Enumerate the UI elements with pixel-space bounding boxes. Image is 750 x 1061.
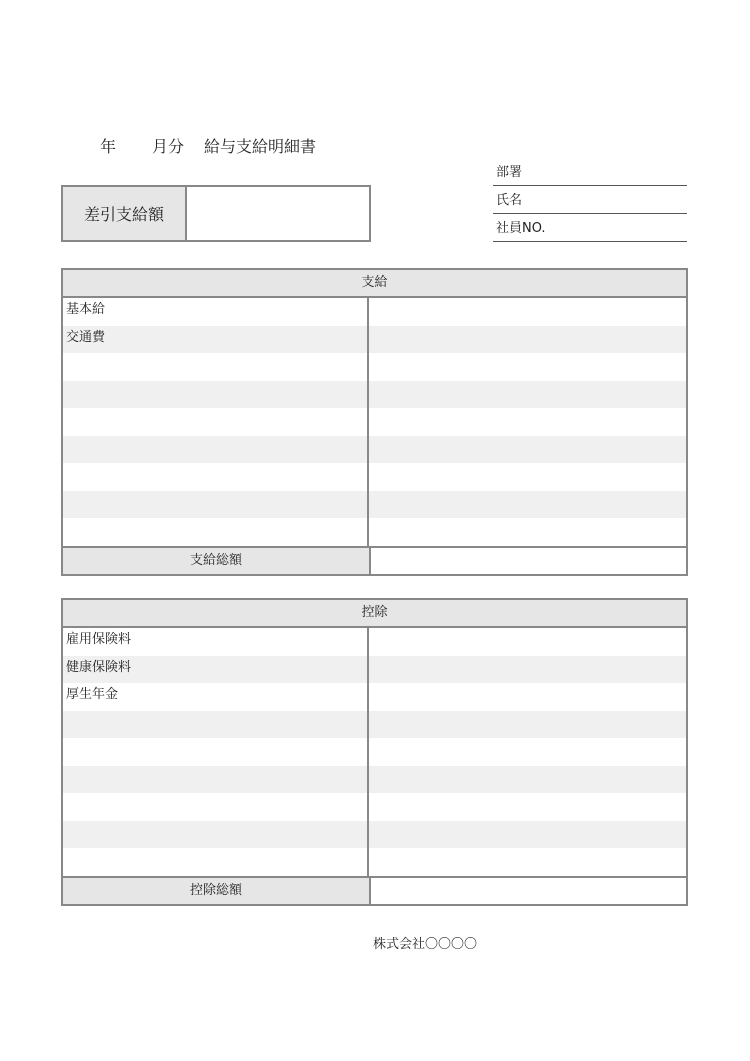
item-label xyxy=(63,491,369,519)
net-pay-value[interactable] xyxy=(187,187,369,240)
table-row xyxy=(63,711,686,739)
payments-header: 支給 xyxy=(63,270,686,298)
deductions-total-value[interactable] xyxy=(371,878,686,904)
item-label: 基本給 xyxy=(63,298,369,326)
deductions-table xyxy=(61,598,688,906)
item-amount[interactable] xyxy=(369,381,686,409)
item-amount[interactable] xyxy=(369,738,686,766)
item-amount[interactable] xyxy=(369,408,686,436)
table-row xyxy=(63,848,686,876)
deductions-header: 控除 xyxy=(63,600,686,628)
employee-no-field[interactable]: 社員NO. xyxy=(493,215,687,242)
item-amount[interactable] xyxy=(369,793,686,821)
name-field[interactable]: 氏名 xyxy=(493,187,687,214)
item-amount[interactable] xyxy=(369,326,686,354)
net-pay-box xyxy=(61,185,371,242)
payments-total-row xyxy=(63,546,686,574)
item-label: 健康保険料 xyxy=(63,656,369,684)
item-label xyxy=(63,766,369,794)
company-name: 株式会社〇〇〇〇 xyxy=(373,937,478,952)
department-field[interactable]: 部署 xyxy=(493,159,687,186)
deductions-total-label: 控除総額 xyxy=(63,878,371,904)
item-label xyxy=(63,463,369,491)
table-row xyxy=(63,298,686,326)
table-row xyxy=(63,491,686,519)
payments-total-label: 支給総額 xyxy=(63,548,371,574)
item-label xyxy=(63,848,369,876)
table-row xyxy=(63,766,686,794)
deductions-total-row xyxy=(63,876,686,904)
item-amount[interactable] xyxy=(369,436,686,464)
item-label: 雇用保険料 xyxy=(63,628,369,656)
month-label: 月分 xyxy=(152,137,185,156)
item-amount[interactable] xyxy=(369,766,686,794)
item-amount[interactable] xyxy=(369,821,686,849)
table-row xyxy=(63,738,686,766)
table-row xyxy=(63,628,686,656)
payments-total-value[interactable] xyxy=(371,548,686,574)
item-label xyxy=(63,381,369,409)
item-amount[interactable] xyxy=(369,656,686,684)
item-amount[interactable] xyxy=(369,298,686,326)
item-label xyxy=(63,738,369,766)
item-label xyxy=(63,821,369,849)
table-row xyxy=(63,793,686,821)
item-amount[interactable] xyxy=(369,353,686,381)
item-label xyxy=(63,353,369,381)
item-amount[interactable] xyxy=(369,848,686,876)
item-label xyxy=(63,793,369,821)
year-label: 年 xyxy=(100,137,117,156)
table-row xyxy=(63,518,686,546)
net-pay-label: 差引支給額 xyxy=(63,187,187,240)
item-label xyxy=(63,518,369,546)
payments-table xyxy=(61,268,688,576)
item-label: 厚生年金 xyxy=(63,683,369,711)
table-row xyxy=(63,821,686,849)
table-row xyxy=(63,353,686,381)
table-row xyxy=(63,656,686,684)
payments-rows xyxy=(63,298,686,546)
item-label xyxy=(63,408,369,436)
table-row xyxy=(63,683,686,711)
table-row xyxy=(63,408,686,436)
item-amount[interactable] xyxy=(369,711,686,739)
table-row xyxy=(63,463,686,491)
table-row xyxy=(63,326,686,354)
item-amount[interactable] xyxy=(369,463,686,491)
payslip-title: 給与支給明細書 xyxy=(204,137,317,156)
document-title xyxy=(100,134,316,157)
table-row xyxy=(63,381,686,409)
item-amount[interactable] xyxy=(369,518,686,546)
item-amount[interactable] xyxy=(369,683,686,711)
item-label: 交通費 xyxy=(63,326,369,354)
deductions-rows xyxy=(63,628,686,876)
item-label xyxy=(63,711,369,739)
item-label xyxy=(63,436,369,464)
item-amount[interactable] xyxy=(369,491,686,519)
table-row xyxy=(63,436,686,464)
item-amount[interactable] xyxy=(369,628,686,656)
